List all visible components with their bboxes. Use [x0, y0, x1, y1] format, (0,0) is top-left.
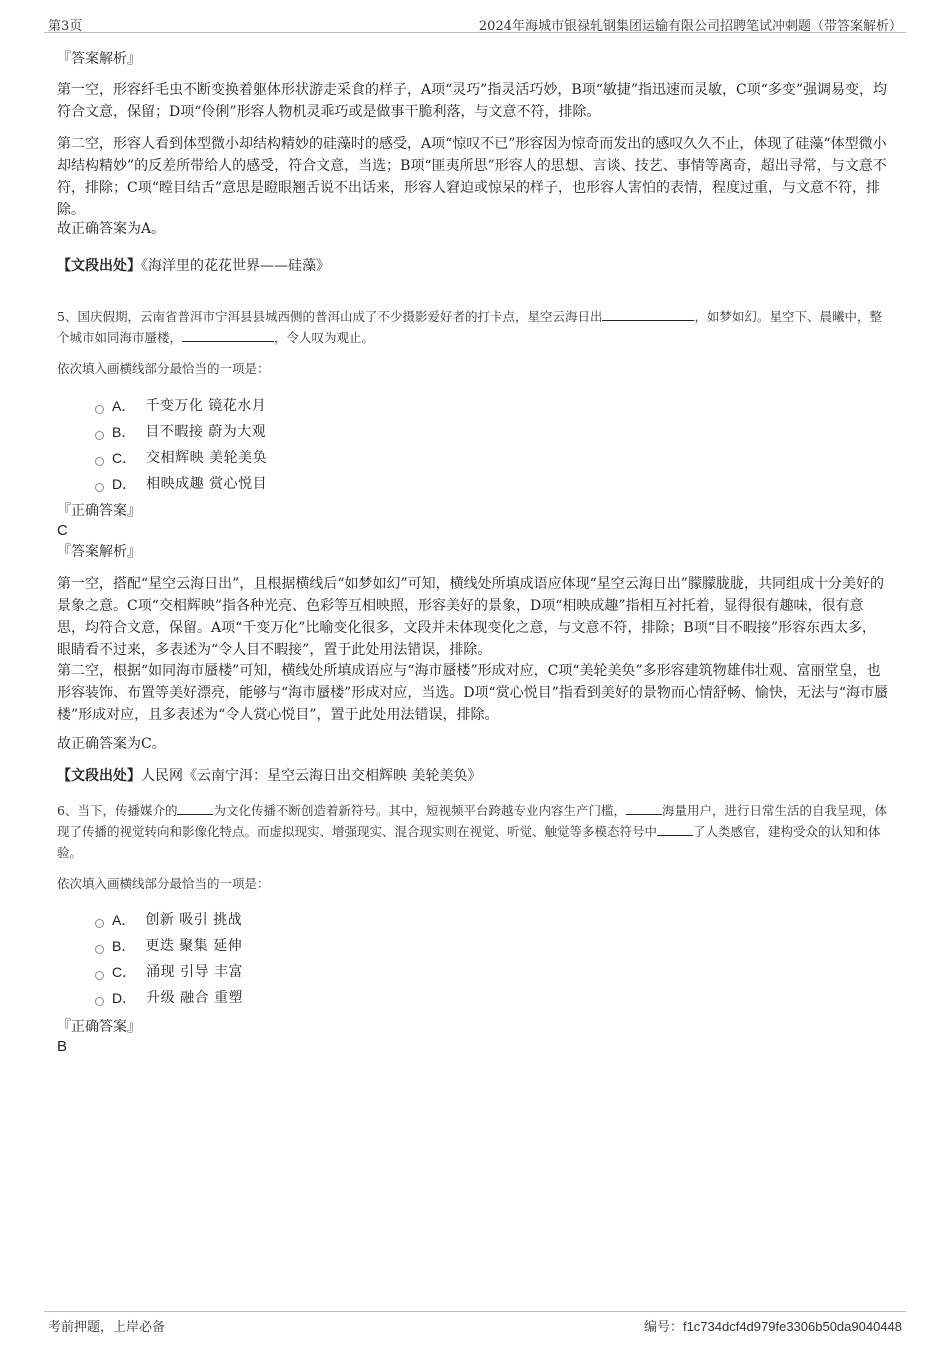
blank-2 — [626, 800, 662, 815]
footer-slogan: 考前押题，上岸必备 — [48, 1320, 166, 1335]
q6-option-d[interactable]: D． 升级 融合 重塑 — [95, 985, 243, 1011]
q5-source — [57, 765, 889, 787]
q5-option-a[interactable]: A． 千变万化 镜花水月 — [95, 393, 267, 419]
q5-option-c[interactable]: C． 交相辉映 美轮美奂 — [95, 445, 267, 471]
radio-icon[interactable] — [95, 997, 104, 1006]
page-footer — [44, 1311, 906, 1336]
blank-1 — [177, 800, 213, 815]
q5-analysis-heading: 『答案解析』 — [57, 544, 141, 560]
blank-2 — [182, 327, 274, 342]
q6-option-c[interactable]: C． 涌现 引导 丰富 — [95, 959, 243, 985]
document-title: 2024年海城市银禄轧钢集团运输有限公司招聘笔试冲刺题（带答案解析） — [478, 19, 902, 34]
source-label: 【文段出处】 — [57, 768, 141, 784]
q6-option-a[interactable]: A． 创新 吸引 挑战 — [95, 907, 243, 933]
q5-instruction: 依次填入画横线部分最恰当的一项是： — [57, 361, 270, 376]
source-text: 人民网《云南宁洱：星空云海日出交相辉映 美轮美奂》 — [141, 768, 482, 784]
q4-analysis-para2: 第二空，形容人看到体型微小却结构精妙的硅藻时的感受，A项“惊叹不已”形容因为惊奇而发出的感叹久久不止，体现了硅藻“体型微小却结构精妙”的反差所带给人的感受，符合文意，当选；B项“匪夷所思”形容人的思想、言谈、技艺、事情等离奇，超出寻常，与文意不符，排除；C项“瞠目结舌”意思是瞪眼翘舌说不出话来，形容人窘迫或惊呆的样子，也形容人害怕的表情，程度过重，与文意不符，排除。 — [57, 136, 887, 218]
footer-code-value: f1c734dcf4d979fe3306b50da9040448 — [682, 1319, 902, 1334]
q4-analysis-heading: 『答案解析』 — [57, 51, 141, 67]
q5-analysis-para1: 第一空，搭配“星空云海日出”，且根据横线后“如梦如幻”可知，横线处所填成语应体现“星空云海日出”朦朦胧胧，共同组成十分美好的景象之意。C项“交相辉映”指各种光亮、色彩等互相映照，形容美好的景象，D项“相映成趣”指相互衬托着，显得很有趣味，很有意思，均符合文意，保留。A项“千变万化”比喻变化很多，文段并未体现变化之意，与文意不符，排除；B项“目不暇接”形容东西太多，眼睛看不过来，多表述为“令人目不暇接”，置于此处用法错误，排除。 — [57, 576, 884, 658]
footer-code — [644, 1316, 902, 1335]
q5-option-d[interactable]: D． 相映成趣 赏心悦目 — [95, 471, 267, 497]
q4-analysis-para1: 第一空，形容纤毛虫不断变换着躯体形状游走采食的样子，A项“灵巧”指灵活巧妙，B项“敏捷”指迅速而灵敏，C项“多变”强调易变，均符合文意，保留；D项“伶俐”形容人物机灵乖巧或是做事干脆利落，与文意不符，排除。 — [57, 82, 888, 120]
q6-options — [95, 907, 243, 1011]
radio-icon[interactable] — [95, 431, 104, 440]
q4-conclusion: 故正确答案为A。 — [57, 221, 166, 237]
radio-icon[interactable] — [95, 457, 104, 466]
q5-stem: 5、国庆假期，云南省普洱市宁洱县县城西侧的普洱山成了不少摄影爱好者的打卡点，星空云海日出 ，如梦如幻。星空下、晨曦中，整个城市如同海市蜃楼， ，令人叹为观止。 — [57, 306, 889, 348]
radio-icon[interactable] — [95, 483, 104, 492]
blank-1 — [602, 306, 694, 321]
q4-source — [57, 255, 889, 277]
q5-answer-heading: 『正确答案』 — [57, 503, 141, 519]
q6-answer: B — [57, 1038, 68, 1055]
page-header — [44, 12, 906, 33]
footer-code-label: 编号： — [643, 1320, 683, 1335]
radio-icon[interactable] — [95, 919, 104, 928]
q5-answer: C — [57, 522, 68, 539]
q6-instruction: 依次填入画横线部分最恰当的一项是： — [57, 876, 270, 891]
radio-icon[interactable] — [95, 945, 104, 954]
q6-answer-heading: 『正确答案』 — [57, 1019, 141, 1035]
q5-options — [95, 393, 267, 497]
q6-option-b[interactable]: B． 更迭 聚集 延伸 — [95, 933, 243, 959]
source-text: 《海洋里的花花世界——硅藻》 — [141, 258, 330, 274]
q5-analysis-para2: 第二空，根据“如同海市蜃楼”可知，横线处所填成语应与“海市蜃楼”形成对应，C项“美轮美奂”多形容建筑物雄伟壮观、富丽堂皇，也形容装饰、布置等美好漂亮，能够与“海市蜃楼”形成对应，当选。D项“赏心悦目”指看到美好的景物而心情舒畅、愉快，无法与“海市蜃楼”形成对应，且多表述为“令人赏心悦目”，置于此处用法错误，排除。 — [57, 663, 889, 723]
q5-conclusion: 故正确答案为C。 — [57, 736, 166, 752]
q5-option-b[interactable]: B． 目不暇接 蔚为大观 — [95, 419, 267, 445]
radio-icon[interactable] — [95, 971, 104, 980]
page-number: 第3页 — [48, 19, 83, 34]
q6-stem: 6、当下，传播媒介的 为文化传播不断创造着新符号。其中，短视频平台跨越专业内容生产门槛， 海量用户，进行日常生活的自我呈现，体现了传播的视觉转向和影像化特点。而虚拟现实、增强现实、混合现实则在视觉、听觉、触觉等多模态符号中 了人类感官，建构受众的认知和体验。 — [57, 800, 889, 863]
radio-icon[interactable] — [95, 405, 104, 414]
blank-3 — [657, 821, 693, 836]
source-label: 【文段出处】 — [57, 258, 141, 274]
